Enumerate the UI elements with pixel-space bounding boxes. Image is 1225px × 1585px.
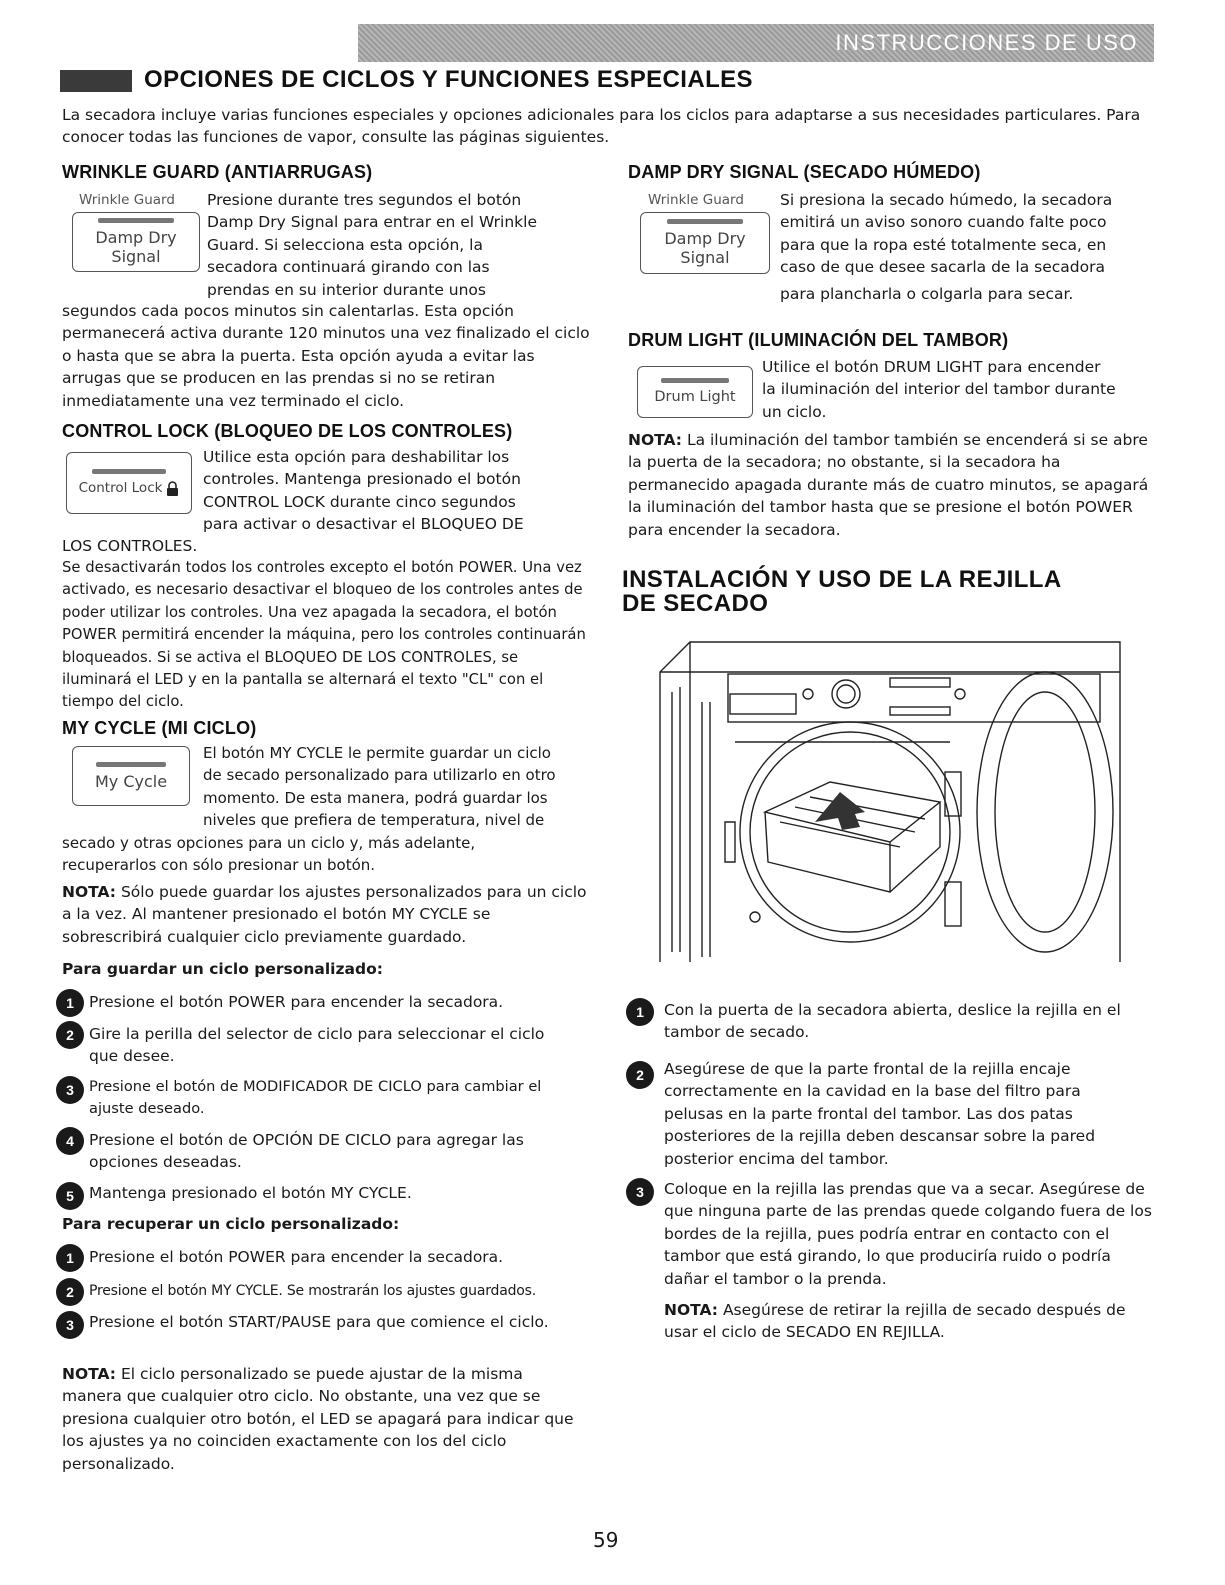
text-line: para que la ropa esté totalmente seca, en [780,235,1107,254]
button-indicator-led [98,218,174,223]
text-line: Damp Dry Signal para entrar en el Wrinkle [207,213,537,232]
wrinkle-guard-body: segundos cada pocos minutos sin calentarlas. Esta opción permanecerá activa durante 120 minutos una vez finalizado el ciclo o hasta que se abra la puerta. Esta opción ayuda a evitar las arrugas que se producen en las prendas si no se retiran inmediatamente una vez terminado el ciclo. [62,302,590,410]
intro-paragraph: La secadora incluye varias funciones especiales y opciones adicionales para los ciclos para adaptarse a sus necesidades particulares. Para conocer todas las funciones de vapor, consulte las páginas siguientes. [62,106,1141,147]
rack-step: Coloque en la rejilla las prendas que va a secar. Asegúrese de que ninguna parte de las prendas quede colgando fuera de los bordes de la rejilla, pues podría entrar en contacto con el tambor que está girando, lo que produciría ruido o podría dañar el tambor o la prenda. [664,1180,1152,1288]
damp-dry-signal-button-label: Damp Dry Signal [664,229,746,267]
text-line: Presione durante tres segundos el botón [207,191,522,209]
step-number-badge: 2 [626,1061,654,1089]
step-number-badge: 3 [626,1178,654,1206]
rack-heading-line-2: DE SECADO [622,590,769,617]
damp-dry-signal-button [640,212,770,274]
drum-light-side-text [762,356,1162,423]
step-number-badge: 4 [56,1127,84,1155]
my-cycle-side-text [203,742,598,832]
note-text: El ciclo personalizado se puede ajustar de la misma manera que cualquier otro ciclo. No obstante, una vez que se presiona cualquier otro botón, el LED se apagará para indicar que los ajustes ya no coinciden exactamente con los del ciclo personalizado. [62,1365,574,1473]
title-marker [60,70,132,92]
control-lock-heading: CONTROL LOCK (BLOQUEO DE LOS CONTROLES) [62,421,513,441]
drum-light-note [628,429,1158,541]
section-banner [358,24,1154,62]
wrinkle-guard-side-text [207,189,587,301]
control-lock-body: Se desactivarán todos los controles excepto el botón POWER. Una vez activado, es necesario desactivar el bloqueo de los controles antes de poder utilizar los controles. Una vez apagada la secadora, el botón POWER permitirá encender la máquina, pero los controles continuarán bloqueados. Si se activa el BLOQUEO DE LOS CONTROLES, se iluminará el LED y en la pantalla se alternará el texto "CL" con el tiempo del ciclo. [62,559,586,711]
text-line: un ciclo. [762,402,827,421]
button-indicator-led [96,762,166,767]
wrinkle-guard-heading: WRINKLE GUARD (ANTIARRUGAS) [62,162,373,182]
my-cycle-heading: MY CYCLE (MI CICLO) [62,718,257,738]
recall-step: Presione el botón MY CYCLE. Se mostrarán los ajustes guardados. [89,1283,536,1299]
damp-dry-side-text [780,189,1160,305]
save-step: Mantenga presionado el botón MY CYCLE. [89,1184,412,1202]
button-indicator-led [667,219,744,224]
save-step: Gire la perilla del selector de ciclo para seleccionar el ciclo que desee. [89,1025,545,1066]
padlock-icon [166,481,179,496]
text-line: controles. Mantenga presionado el botón [203,470,521,489]
text-line: la iluminación del interior del tambor durante [762,380,1116,399]
button-indicator-led [661,378,729,383]
rack-note [664,1299,1154,1344]
note-label: NOTA: [62,1365,117,1383]
text-line: CONTROL LOCK durante cinco segundos [203,492,516,511]
text-line: El botón MY CYCLE le permite guardar un ciclo [203,744,551,762]
text-line: niveles que prefiera de temperatura, nivel de [203,811,545,830]
note-text: Sólo puede guardar los ajustes personalizados para un ciclo a la vez. Al mantener presionado el botón MY CYCLE se sobrescribirá cualquier ciclo previamente guardado. [62,883,587,946]
damp-dry-button-caption: Wrinkle Guard [648,192,744,208]
note-label: NOTA: [62,883,117,901]
my-cycle-note [62,881,592,948]
my-cycle-button-label: My Cycle [94,771,168,791]
rack-step: Con la puerta de la secadora abierta, deslice la rejilla en el tambor de secado. [664,1001,1121,1042]
save-cycle-subheading: Para guardar un ciclo personalizado: [62,960,383,978]
drum-light-button [637,366,753,418]
save-step: Presione el botón de MODIFICADOR DE CICLO para cambiar el ajuste deseado. [89,1078,542,1118]
insert-arrow-icon [815,792,865,830]
drum-light-button-label: Drum Light [654,388,736,405]
rack-heading-line-1: INSTALACIÓN Y USO DE LA REJILLA [622,566,1062,593]
save-step: Presione el botón de OPCIÓN DE CICLO para agregar las opciones deseadas. [89,1131,524,1172]
button-indicator-led [92,469,166,474]
control-lock-line-rest: LOS CONTROLES. [62,537,198,555]
drum-light-heading: DRUM LIGHT (ILUMINACIÓN DEL TAMBOR) [628,330,1009,350]
text-line: para plancharla o colgarla para secar. [780,284,1074,303]
dryer-with-rack-illustration [650,632,1130,964]
text-line: Utilice esta opción para deshabilitar los [203,448,510,466]
text-line: caso de que desee sacarla de la secadora [780,258,1105,277]
page-title: OPCIONES DE CICLOS Y FUNCIONES ESPECIALES [144,66,753,93]
note-label: NOTA: [628,431,683,449]
section-banner-title: INSTRUCCIONES DE USO [835,30,1138,55]
step-number-badge: 2 [56,1278,84,1306]
step-number-badge: 3 [56,1311,84,1339]
text-line: Guard. Si selecciona esta opción, la [207,235,483,254]
note-label: NOTA: [664,1301,719,1319]
damp-dry-signal-button-label: Damp Dry Signal [95,228,177,266]
wrinkle-guard-button-caption: Wrinkle Guard [79,192,175,208]
my-cycle-body: secado y otras opciones para un ciclo y, más adelante, recuperarlos con sólo presionar un botón. [62,834,476,875]
damp-dry-heading: DAMP DRY SIGNAL (SECADO HÚMEDO) [628,162,981,182]
text-line: prendas en su interior durante unos [207,280,486,299]
text-line: secadora continuará girando con las [207,258,490,277]
page-number: 59 [593,1528,619,1552]
text-line: emitirá un aviso sonoro cuando falte poco [780,213,1107,232]
control-lock-button [66,452,192,514]
recall-cycle-subheading: Para recuperar un ciclo personalizado: [62,1215,400,1233]
recall-step: Presione el botón START/PAUSE para que comience el ciclo. [89,1313,549,1331]
text-line: para activar o desactivar el BLOQUEO DE [203,515,524,534]
control-lock-side-text [203,446,593,536]
text-line: Si presiona la secado húmedo, la secadora [780,191,1113,209]
text-line: Utilice el botón DRUM LIGHT para encender [762,358,1101,376]
text-line: de secado personalizado para utilizarlo en otro [203,766,556,785]
step-number-badge: 3 [56,1076,84,1104]
rack-heading [622,568,1062,616]
step-number-badge: 1 [56,1244,84,1272]
my-cycle-button [72,746,190,806]
step-number-badge: 2 [56,1021,84,1049]
recall-step: Presione el botón POWER para encender la secadora. [89,1248,504,1266]
note-text: Asegúrese de retirar la rejilla de secado después de usar el ciclo de SECADO EN REJILLA. [664,1301,1126,1342]
damp-dry-signal-button [72,212,200,272]
my-cycle-note-2 [62,1363,582,1475]
rack-step: Asegúrese de que la parte frontal de la rejilla encaje correctamente en la cavidad en la base del filtro para pelusas en la parte frontal del tambor. Las dos patas posteriores de la rejilla deben descansar sobre la pared posterior encima del tambor. [664,1060,1096,1168]
control-lock-label-row [79,479,180,498]
save-step: Presione el botón POWER para encender la secadora. [89,993,504,1011]
step-number-badge: 1 [56,989,84,1017]
control-lock-button-label: Control Lock [78,479,163,496]
text-line: momento. De esta manera, podrá guardar los [203,788,548,807]
step-number-badge: 5 [56,1182,84,1210]
step-number-badge: 1 [626,998,654,1026]
note-text: La iluminación del tambor también se encenderá si se abre la puerta de la secadora; no obstante, si la secadora ha permanecido apagada durante más de cuatro minutos, se apagará la iluminación del tambor hasta que se presione el botón POWER para encender la secadora. [628,431,1149,539]
